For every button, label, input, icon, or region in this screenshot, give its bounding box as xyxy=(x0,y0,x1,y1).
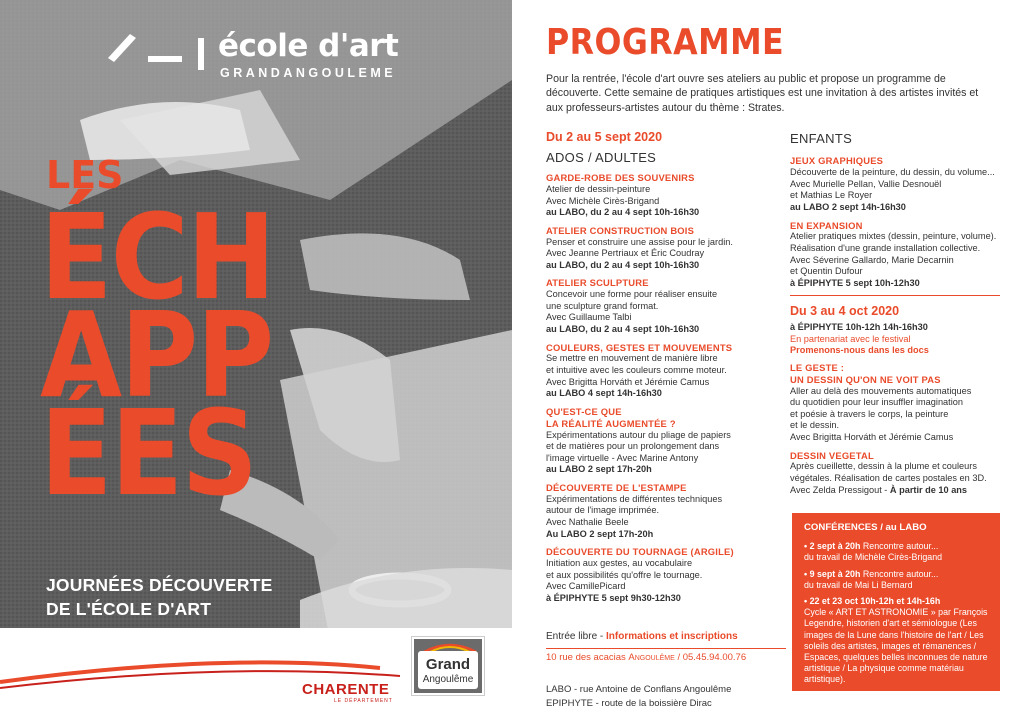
workshop-schedule: Au LABO 2 sept 17h-20h xyxy=(546,528,654,539)
workshop-item xyxy=(546,406,756,476)
conferences-title: CONFÉRENCES / au LABO xyxy=(804,522,927,533)
partner-festival: Promenons-nous dans les docs xyxy=(790,345,929,356)
workshop-title: QU'EST-CE QUE LA RÉALITÉ AUGMENTÉE ? xyxy=(546,405,676,429)
grand-angouleme-logo xyxy=(412,637,484,695)
workshop-description: Atelier pratiques mixtes (dessin, peinture, volume). Réalisation d'une grande installation collective. Avec Séverine Gallardo, Marie Decarnin et Quentin Dufour xyxy=(790,231,997,277)
conference-date: • 22 et 23 oct 10h-12h et 14h-16h xyxy=(804,595,941,606)
conference-lead: Rencontre autour... xyxy=(860,568,939,579)
workshop-description: Se mettre en mouvement de manière libre et intuitive avec les couleurs comme moteur. Avec Brigitta Horváth et Jérémie Camus xyxy=(546,353,727,387)
entry-info xyxy=(546,630,786,664)
workshop-description: Expérimentations de différentes techniques autour de l'image imprimée. Avec Nathalie Beele xyxy=(546,493,723,527)
oct-workshops-list xyxy=(790,362,1000,496)
contact-phone: / 05.45.94.00.76 xyxy=(677,652,747,663)
workshop-schedule: au LABO 2 sept 14h-16h30 xyxy=(790,202,906,212)
conference-heading xyxy=(804,569,990,580)
column-adults xyxy=(546,130,756,610)
conference-lead: Rencontre autour... xyxy=(860,541,939,552)
workshop-item xyxy=(790,155,1000,213)
program-title: PROGRAMME xyxy=(546,22,785,63)
divider xyxy=(790,295,1000,296)
workshop-schedule: à ÉPIPHYTE 5 sept 9h30-12h30 xyxy=(546,592,681,603)
info-link[interactable]: Informations et inscriptions xyxy=(606,631,738,642)
contact-address: 10 rue des acacias xyxy=(546,652,626,663)
workshop-title: DESSIN VEGETAL xyxy=(790,449,874,461)
kids-workshops-list xyxy=(790,155,1000,289)
workshop-schedule: au LABO 2 sept 17h-20h xyxy=(546,464,652,475)
conferences-box xyxy=(792,513,1000,691)
workshop-schedule: au LABO, du 2 au 4 sept 10h-16h30 xyxy=(546,207,700,218)
workshop-title: COULEURS, GESTES ET MOUVEMENTS xyxy=(546,341,733,353)
program-panel xyxy=(512,0,1024,724)
grand-angouleme-line1: Grand xyxy=(425,656,471,673)
workshop-title: EN EXPANSION xyxy=(790,219,863,231)
adult-workshops-list xyxy=(546,172,756,604)
workshop-item xyxy=(790,362,1000,444)
conference-description: Cycle « ART ET ASTRONOMIE » par François Legendre, historien d'art et sémiologue (Les images de la Lune dans l'histoire de l'art / Les soleils des artistes, images et rémanences / Espaces, quelques belles inconnues de nature artistique / La physique comme matériau artistique). xyxy=(804,607,988,685)
conference-heading xyxy=(804,596,990,607)
date-range-sept: Du 2 au 5 sept 2020 xyxy=(546,130,663,144)
contact-line xyxy=(546,651,786,664)
workshop-description: Atelier de dessin-peinture Avec Michèle Cirès-Brigand xyxy=(546,183,660,206)
workshop-title: DÉCOUVERTE DE L'ESTAMPE xyxy=(546,481,687,493)
workshop-schedule: au LABO, du 2 au 4 sept 10h-16h30 xyxy=(546,259,700,270)
logo-name: école d'art xyxy=(218,28,399,64)
tagline-1: JOURNÉES DÉCOUVERTE xyxy=(46,575,273,595)
column-kids xyxy=(790,130,1000,502)
entry-label: Entrée libre - xyxy=(546,631,604,642)
conference-description: du travail de Mai Li Bernard xyxy=(804,579,913,590)
conference-date: • 9 sept à 20h xyxy=(804,568,861,579)
workshop-item xyxy=(546,546,756,604)
section-ados-adultes: ADOS / ADULTES xyxy=(546,149,657,165)
grand-angouleme-line2: Angoulême xyxy=(422,673,474,685)
charente-logo: CHARENTE xyxy=(302,681,390,698)
workshop-description: Penser et construire une assise pour le jardin. Avec Jeanne Pertriaux et Éric Coudray xyxy=(546,236,733,259)
workshop-title: JEUX GRAPHIQUES xyxy=(790,155,884,167)
title-line-2: APP xyxy=(40,286,273,424)
workshop-description: Expérimentations autour du pliage de papiers et de matières pour un prolongement dans l'image virtuelle - Avec Marine Antony xyxy=(546,429,731,463)
workshop-item xyxy=(546,482,756,540)
workshop-schedule: à ÉPIPHYTE 5 sept 10h-12h30 xyxy=(790,277,920,288)
charente-logo-sub: LE DÉPARTEMENT xyxy=(334,698,393,704)
conference-item xyxy=(804,596,990,686)
title-line-1: ÉCH xyxy=(40,188,274,326)
intro-text: Pour la rentrée, l'école d'art ouvre ses ateliers au public et propose un programme de découverte. Cette semaine de pratiques artistiques est une invitation à des artistes invités et aux professeurs-artistes autour du thème : Strates. xyxy=(546,73,979,114)
workshop-title: LE GESTE : UN DESSIN QU'ON NE VOIT PAS xyxy=(790,361,941,385)
workshop-title: ATELIER CONSTRUCTION BOIS xyxy=(546,224,695,236)
workshop-schedule: au LABO, du 2 au 4 sept 10h-16h30 xyxy=(546,324,700,334)
workshop-description: Découverte de la peinture, du dessin, du volume... Avec Murielle Pellan, Vallie Desnouël et Mathias Le Royer xyxy=(790,167,995,201)
address-epiphyte: EPIPHYTE - route de la boissière Dirac xyxy=(546,697,712,709)
oct-schedule: à ÉPIPHYTE 10h-12h 14h-16h30 xyxy=(790,322,928,333)
venue-addresses xyxy=(546,683,731,711)
workshop-age: À partir de 10 ans xyxy=(887,484,968,495)
workshop-title: ATELIER SCULPTURE xyxy=(546,277,649,289)
workshop-description: Initiation aux gestes, au vocabulaire et aux possibilités qu'offre le tournage. Avec CamillePicard xyxy=(546,557,703,592)
address-labo: LABO - rue Antoine de Conflans Angoulême xyxy=(546,684,732,695)
workshop-description: Aller au delà des mouvements automatiques du quotidien pour leur insuffler imagination et poésie à travers le corps, la peinture et le dessin. Avec Brigitta Horváth et Jérémie Camus xyxy=(790,385,972,442)
section-enfants: ENFANTS xyxy=(790,131,853,146)
contact-city: Angoulême xyxy=(628,652,675,663)
entry-divider xyxy=(546,648,786,649)
workshop-title: GARDE-ROBE DES SOUVENIRS xyxy=(546,172,695,184)
workshop-title: DÉCOUVERTE DU TOURNAGE (ARGILE) xyxy=(546,546,734,558)
conference-item xyxy=(804,541,990,563)
workshop-item xyxy=(790,450,1000,497)
conference-date: • 2 sept à 20h xyxy=(804,541,861,552)
workshop-item xyxy=(546,172,756,219)
tagline-2: DE L'ÉCOLE D'ART xyxy=(46,599,212,619)
workshop-item xyxy=(546,342,756,400)
workshop-description: Après cueillette, dessin à la plume et couleurs végétales. Réalisation de cartes postales en 3D. Avec Zelda Pressigout - À partir de 10 ans xyxy=(790,461,987,495)
date-range-oct: Du 3 au 4 oct 2020 xyxy=(790,304,900,319)
partner-line: En partenariat avec le festival xyxy=(790,333,911,344)
conference-description: du travail de Michèle Cirès-Brigand xyxy=(804,552,943,563)
workshop-item xyxy=(546,277,756,335)
conference-heading xyxy=(804,541,990,552)
logo-mark-icon xyxy=(108,30,212,76)
workshop-item xyxy=(790,220,1000,290)
workshop-item xyxy=(546,225,756,272)
title-les: LES xyxy=(46,153,124,197)
logo-subtitle: GRANDANGOULEME xyxy=(220,66,397,80)
conferences-list xyxy=(804,541,990,686)
workshop-description: Concevoir une forme pour réaliser ensuite une sculpture grand format. Avec Guillaume Talbi xyxy=(546,289,718,323)
conference-item xyxy=(804,569,990,591)
workshop-schedule: au LABO 4 sept 14h-16h30 xyxy=(546,388,662,399)
title-line-3: ÉES xyxy=(40,384,257,522)
